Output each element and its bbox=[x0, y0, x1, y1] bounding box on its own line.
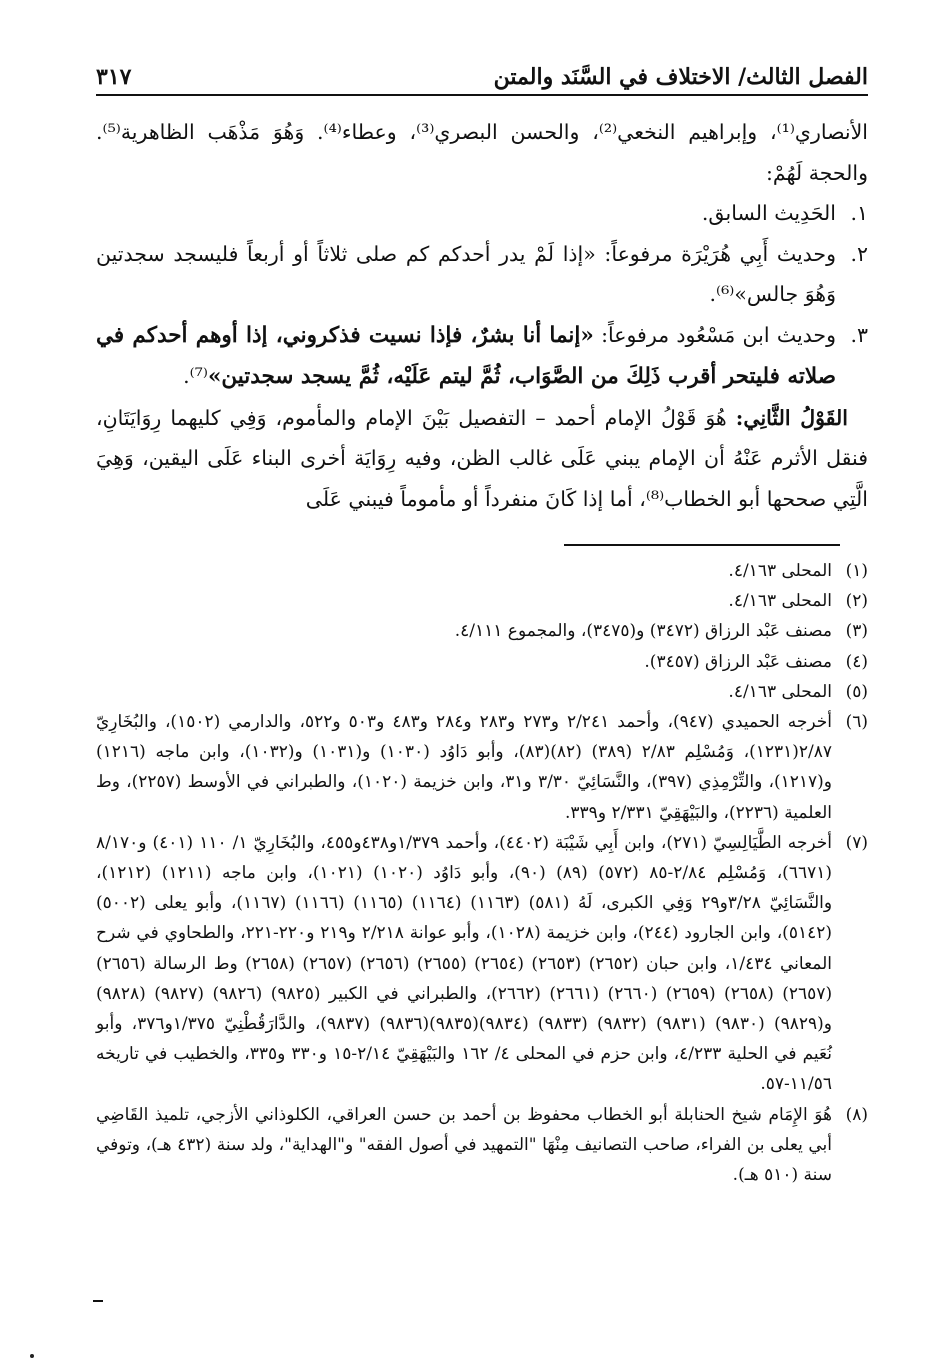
footnote bbox=[96, 647, 868, 677]
footnote-number: (٣) bbox=[845, 621, 868, 642]
footnote-text: المحلى ٤/١٦٣. bbox=[728, 681, 832, 702]
footnote bbox=[96, 586, 868, 616]
page-number: ٣١٧ bbox=[96, 64, 132, 90]
end-mark bbox=[93, 1300, 103, 1302]
list-item bbox=[96, 315, 868, 398]
intro-paragraph: الأنصاري⁽¹⁾، وإبراهيم النخعي⁽²⁾، والحسن البصري⁽³⁾، وعطاء⁽⁴⁾. وَهُوَ مَذْهَب الظاهرية⁽⁵⁾. والحجة لَهُمْ: bbox=[96, 120, 868, 185]
footnote-text: المحلى ٤/١٦٣. bbox=[728, 591, 832, 612]
main-text bbox=[96, 112, 868, 519]
page-header bbox=[96, 50, 868, 96]
footnote bbox=[96, 616, 868, 646]
list-text: الحَدِيث السابق. bbox=[701, 201, 836, 225]
footnote-number: (٨) bbox=[845, 1104, 868, 1125]
list-text-lead: وحديث ابن مَسْعُود مرفوعاً: bbox=[593, 322, 836, 347]
footnote-text: مصنف عَبْد الرزاق (٣٤٧٢) و(٣٤٧٥)، والمجموع ٤/١١١. bbox=[454, 621, 832, 642]
list-text bbox=[96, 315, 836, 398]
footnote-number: (٦) bbox=[845, 712, 868, 733]
footnote bbox=[96, 556, 868, 586]
footnote-ref: ⁽⁷⁾. bbox=[183, 364, 208, 388]
footnote-number: (٢) bbox=[845, 591, 868, 612]
footnote-text: مصنف عَبْد الرزاق (٣٤٥٧). bbox=[644, 651, 832, 672]
footnote-number: (٥) bbox=[845, 681, 868, 702]
footnote-separator bbox=[564, 544, 840, 546]
footnote bbox=[96, 1100, 868, 1191]
second-opinion-text: هُوَ قَوْلُ الإمام أحمد – التفصيل بَيْنَ الإمام والمأموم، وَفِي كليهما رِوَايَتَانِ، فنقل الأثرم عَنْهُ أن الإمام يبني عَلَى غالب الظن، وفيه رِوَايَة أخرى البناء عَلَى اليقين، وَهِيَ الَّتِي صححها أبو الخطاب⁽⁸⁾، أما إذا كَانَ منفرداً أو مأموماً فيبني عَلَى bbox=[96, 405, 868, 511]
footnote-number: (٧) bbox=[845, 832, 868, 853]
list-item bbox=[96, 193, 868, 234]
running-head: الفصل الثالث/ الاختلاف في السَّنَد والمتن bbox=[493, 64, 868, 90]
footnote bbox=[96, 677, 868, 707]
footnote-text: أخرجه الحميدي (٩٤٧)، وأحمد ٢/٢٤١ و٢٧٣ و٢٨٣ و٢٨٤ و٤٨٣ و٥٠٣ و٥٢٢، والدارمي (١٥٠٢)، والبُخَارِيّ ٢/٨٧(١٢٣١)، وَمُسْلِم ٢/٨٣ (٣٨٩) (٨٢)(٨٣)، وأبو دَاوُد (١٠٣٠) و(١٠٣١) و(١٠٣٢)، وابن ماجه (١٢١٦) و(١٢١٧)، والتِّرْمِذِي (٣٩٧)، والنَّسَائِيّ ٣/٣٠ و٣١، وابن خزيمة (١٠٢٠)، والطبراني في الأوسط (٢٢٥٧)، وط العلمية (٢٢٣٦)، والبَيْهَقِيّ ٢/٣٣١ و٣٣٩. bbox=[96, 712, 833, 823]
second-opinion-paragraph bbox=[96, 398, 868, 520]
footnote-number: (٤) bbox=[845, 651, 868, 672]
footnote bbox=[96, 828, 868, 1100]
hadith-quote: «إنما أنا بشرٌ، فإذا نسيت فذكروني، إذا أوهم أحدكم في صلاته فليتحر أقرب ذَلِكَ من الصَّوَاب، ثُمَّ ليتم عَلَيْه، ثُمَّ يسجد سجدتين» bbox=[96, 322, 836, 389]
footnote-text: المحلى ٤/١٦٣. bbox=[728, 561, 832, 581]
footnote-number: (١) bbox=[845, 561, 868, 581]
list-number: ٣. bbox=[850, 322, 868, 347]
second-opinion-heading: القَوْلُ الثَّانِي: bbox=[735, 405, 848, 430]
corner-dot bbox=[30, 1354, 34, 1358]
list-number: ١. bbox=[850, 201, 868, 225]
footnote-text: أخرجه الطَّيَالِسِيّ (٢٧١)، وابن أَبِي شَيْبَة (٤٤٠٢)، وأحمد ١/٣٧٩و٤٣٨و٤٥٥، والبُخَارِيّ ١/ ١١٠ (٤٠١) و٨/١٧٠ (٦٦٧١)، وَمُسْلِم ٢/٨٤-٨٥ (٥٧٢) (٨٩) (٩٠)، وأبو دَاوُد (١٠٢٠) (١٠٢١)، وابن ماجه (١٢١١) (١٢١٢)، والنَّسَائِيّ ٣/٢٨و٢٩ وَفِي الكبرى، لَهُ (٥٨١) (١١٦٣) (١١٦٤) (١١٦٥) (١١٦٦) (١١٦٧)، وأبو يعلى (٥٠٠٢) (٥١٤٢)، وابن الجارود (٢٤٤)، وابن خزيمة (١٠٢٨)، وأبو عوانة ٢/٢١٨ و٢١٩ و٢٢٠-٢٢١، والطحاوي في شرح المعاني ١/٤٣٤، وابن حبان (٢٦٥٢) (٢٦٥٣) (٢٦٥٤) (٢٦٥٥) (٢٦٥٦) (٢٦٥٧) (٢٦٥٨) وط الرسالة (٢٦٥٦) (٢٦٥٧) (٢٦٥٨) (٢٦٥٩) (٢٦٦٠) (٢٦٦١) (٢٦٦٢)، والطبراني في الكبير (٩٨٢٥) (٩٨٢٦) (٩٨٢٧) (٩٨٢٨) و(٩٨٢٩) (٩٨٣٠) (٩٨٣١) (٩٨٣٢) (٩٨٣٣) (٩٨٣٤)(٩٨٣٥)(٩٨٣٦) (٩٨٣٧)، والدَّارَقُطْنِيّ ١/٣٧٥و٣٧٦، وأبو نُعَيم في الحلية ٤/٢٣٣، وابن حزم في المحلى ٤/ ١٦٢ والبَيْهَقِيّ ٢/١٤-١٥ و٣٣٠ و٣٣٥، والخطيب في تاريخه ١١/٥٦-٥٧. bbox=[96, 832, 833, 1095]
list-text: وحديث أَبِي هُرَيْرَة مرفوعاً: «إذا لَمْ يدر أحدكم كم صلى ثلاثاً أو أربعاً فليسجد سجدتين وَهُوَ جالس»⁽⁶⁾. bbox=[96, 241, 836, 306]
list-number: ٢. bbox=[850, 241, 868, 266]
footnote-text: هُوَ الإِمَام شيخ الحنابلة أبو الخطاب محفوظ بن أحمد بن حسن العراقي، الكلوذاني الأزجي، تلميذ القَاضِي أبي يعلى بن الفراء، صاحب التصانيف مِنْهَا "التمهيد في أصول الفقه" و"الهداية"، ولد سنة (٤٣٢ هـ)، وتوفي سنة (٥١٠ هـ). bbox=[96, 1104, 832, 1186]
footnote bbox=[96, 707, 868, 828]
footnotes bbox=[96, 556, 868, 1190]
list-item bbox=[96, 234, 868, 315]
evidence-list bbox=[96, 193, 868, 398]
